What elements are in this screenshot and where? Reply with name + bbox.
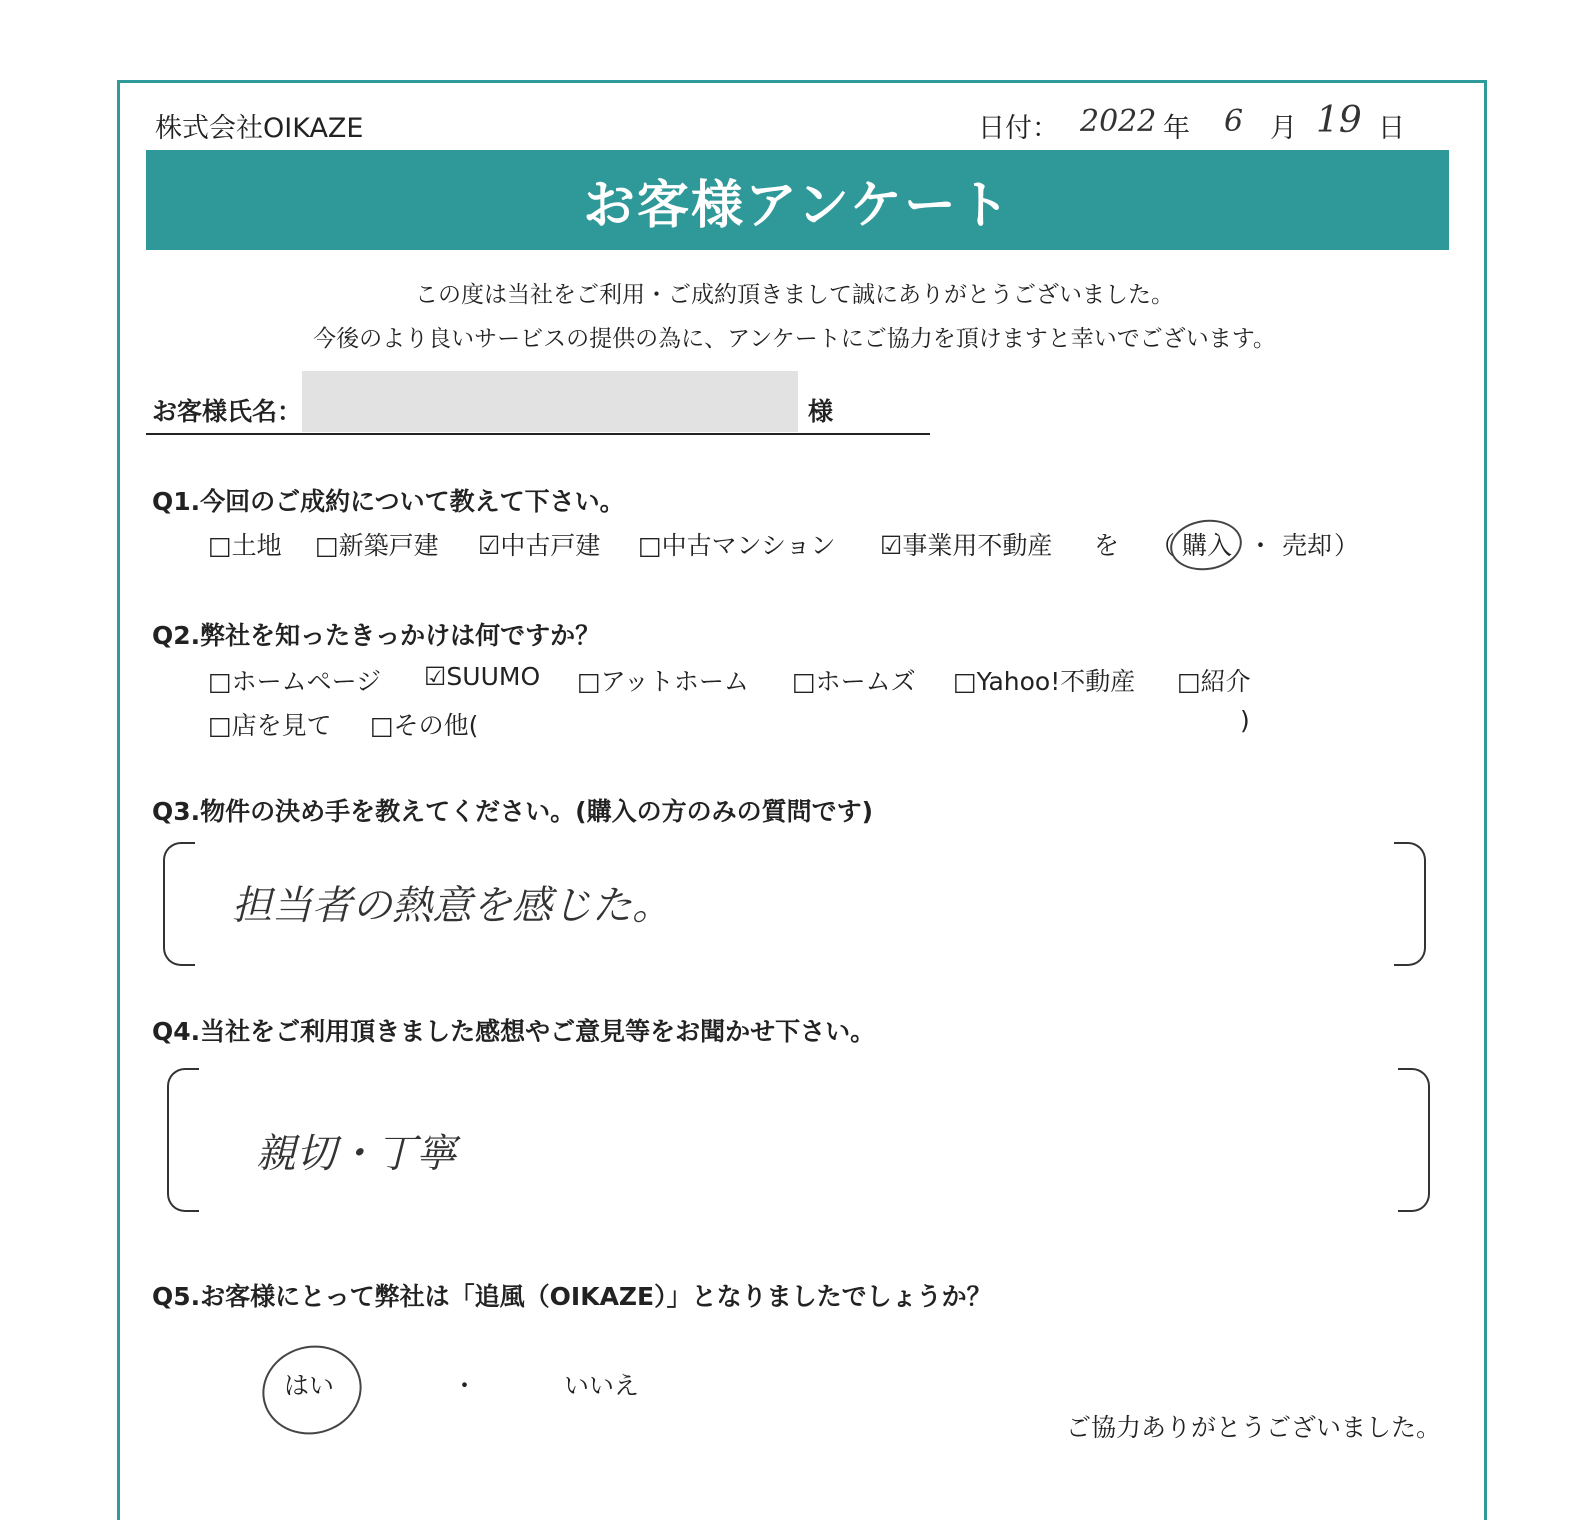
intro-line-1: この度は当社をご利用・ご成約頂きまして誠にありがとうございました。 <box>415 282 1174 308</box>
q2-option-other[interactable]: □その他( <box>370 711 479 740</box>
q1-option-used-condo[interactable]: □中古マンション <box>638 531 836 560</box>
date-year-unit: 年 <box>1163 113 1190 144</box>
q3-bracket-right <box>1394 842 1426 966</box>
q1-paren-close: ） <box>1334 531 1360 560</box>
date-year: 2022 <box>1080 104 1157 139</box>
q1-option-land[interactable]: □土地 <box>208 531 282 560</box>
title-banner <box>146 150 1449 250</box>
q1-sell[interactable]: 売却 <box>1282 531 1333 560</box>
q1-buy[interactable]: 購入 <box>1182 531 1233 560</box>
q2-option-athome[interactable]: □アットホーム <box>577 667 749 696</box>
q5-question: Q5.お客様にとって弊社は「追風（OIKAZE）」となりましたでしょうか？ <box>152 1282 992 1311</box>
q5-dot: ・ <box>452 1371 478 1400</box>
intro-line-2: 今後のより良いサービスの提供の為に、アンケートにご協力を頂けますと幸いでございます。 <box>313 326 1276 352</box>
q2-other-close: ) <box>1240 706 1250 735</box>
q2-question: Q2.弊社を知ったきっかけは何ですか？ <box>152 621 601 650</box>
q4-bracket-left <box>167 1068 199 1212</box>
q5-no[interactable]: いいえ <box>564 1371 640 1400</box>
q5-yes[interactable]: はい <box>284 1371 335 1400</box>
q1-option-new-house[interactable]: □新築戸建 <box>315 531 439 560</box>
q1-option-business-property[interactable]: ☑事業用不動産 <box>880 531 1053 560</box>
date-day-unit: 日 <box>1378 113 1405 144</box>
q3-bracket-left <box>163 842 195 966</box>
date-month: 6 <box>1224 104 1244 139</box>
q2-option-homepage[interactable]: □ホームページ <box>208 667 382 696</box>
customer-name-label: お客様氏名： <box>152 397 303 426</box>
q1-question: Q1.今回のご成約について教えて下さい。 <box>152 487 625 516</box>
date-label: 日付： <box>978 113 1059 144</box>
q1-option-used-house[interactable]: ☑中古戸建 <box>478 531 601 560</box>
company-name: 株式会社OIKAZE <box>155 113 364 144</box>
thanks-message: ご協力ありがとうございました。 <box>1066 1413 1442 1442</box>
q2-option-store[interactable]: □店を見て <box>208 711 332 740</box>
q3-question: Q3.物件の決め手を教えてください。(購入の方のみの質問です) <box>152 797 873 826</box>
q2-option-suumo[interactable]: ☑SUUMO <box>424 662 541 691</box>
customer-name-underline <box>146 433 930 435</box>
q1-connector: を <box>1094 531 1120 560</box>
q1-paren-open: （ <box>1150 531 1176 560</box>
q4-bracket-right <box>1398 1068 1430 1212</box>
q4-answer: 親切・丁寧 <box>256 1131 456 1177</box>
q3-answer: 担当者の熱意を感じた。 <box>232 883 672 929</box>
date-day: 19 <box>1316 100 1362 141</box>
q2-option-yahoo[interactable]: □Yahoo!不動産 <box>953 667 1136 696</box>
q2-option-homes[interactable]: □ホームズ <box>792 667 916 696</box>
date-month-unit: 月 <box>1270 113 1297 144</box>
q1-dot: ・ <box>1248 531 1274 560</box>
customer-name-suffix: 様 <box>808 397 834 426</box>
q4-question: Q4.当社をご利用頂きました感想やご意見等をお聞かせ下さい。 <box>152 1017 876 1046</box>
q2-option-referral[interactable]: □紹介 <box>1177 667 1251 696</box>
page-title: お客様アンケート <box>583 175 1012 236</box>
customer-name-redaction <box>302 371 798 432</box>
